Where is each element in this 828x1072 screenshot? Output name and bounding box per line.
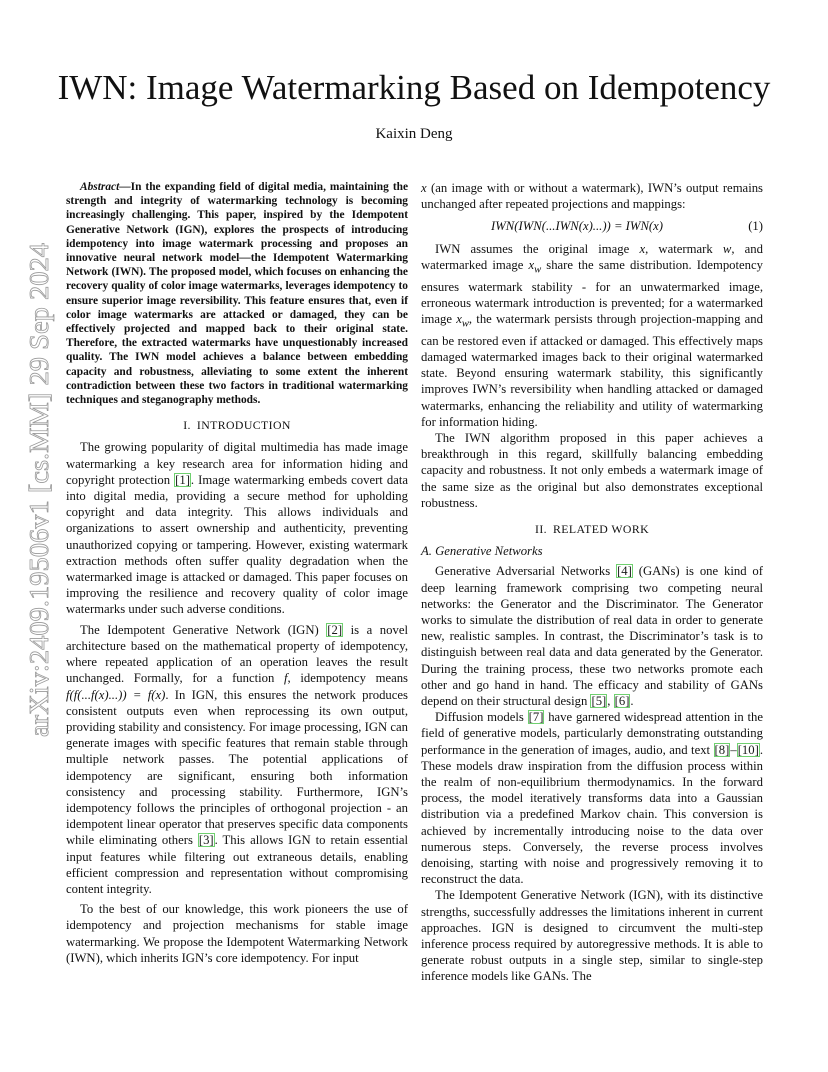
section-heading-related-work bbox=[421, 521, 763, 537]
right-paragraph-1: IWN assumes the original image x, watermark w, and watermarked image $x_w$ share the same distribution. Idempotency ensures watermark stability - for an unwatermarked image, erroneous watermark introduction is prevented; for a watermarked image $x_w$, the watermark persists through projection-mapping and can be restored even if attacked or damaged. This effectively maps damaged watermarked images back to their original watermarked state. Beyond ensuring watermark stability, this significantly improves IWN’s reversibility when handling attacked or damaged watermarks, enhancing the reliability and utility of watermarking for information hiding. bbox=[421, 241, 763, 429]
abstract bbox=[66, 180, 408, 407]
abstract-text: —In the expanding field of digital media, maintaining the strength and integrity of watermarking technology is becoming increasingly challenging. This paper, inspired by the Idempotent Generative Network (IGN), explores the prospects of introducing idempotency into image watermark processing and proposes an innovative neural network model—the Idempotent Watermarking Network (IWN). The proposed model, which focuses on enhancing the recovery quality of color image watermarks, leverages idempotency to ensure superior image reversibility. This feature ensures that, even if color image watermarks are attacked or damaged, they can be effectively projected and mapped back to their original state. Therefore, the extracted watermarks have unquestionably increased quality. The IWN model achieves a balance between embedding capacity and robustness, alleviating to some extent the inherent contradiction between these two factors in traditional watermarking techniques and steganography methods. bbox=[66, 181, 408, 407]
math-symbol: x bbox=[421, 181, 427, 195]
right-paragraph-0: x (an image with or without a watermark), IWN’s output remains unchanged after repeated projections and mappings: bbox=[421, 181, 763, 212]
citation-link[interactable]: [10] bbox=[737, 742, 759, 757]
paper-author: Kaixin Deng bbox=[375, 126, 453, 142]
citation-link[interactable]: [5] bbox=[591, 693, 607, 708]
related-paragraph-2: Diffusion models [7] have garnered widespread attention in the field of generative models, particularly demonstrating outstanding performance in the generation of images, audio, and text [8]–[10]. These models draw inspiration from the diffusion process within the realm of non-equilibrium thermodynamics. In the forward process, the model iteratively transforms data into a Gaussian distribution via a predefined Markov chain. This conversion is achieved by incrementally introducing noise to the data over numerous steps. Conversely, the reverse process involves denoising, starting with noise and progressively removing it to reconstruct the data. bbox=[421, 710, 763, 887]
citation-link[interactable]: [7] bbox=[528, 710, 544, 725]
paper-title: IWN: Image Watermarking Based on Idempotency bbox=[57, 68, 771, 107]
citation-link[interactable]: [1] bbox=[175, 472, 190, 487]
citation-link[interactable]: [3] bbox=[198, 833, 214, 848]
right-column bbox=[421, 180, 763, 985]
citation-link[interactable]: [8] bbox=[714, 742, 730, 757]
arxiv-stamp bbox=[16, 240, 56, 740]
section-number: I. bbox=[183, 418, 191, 433]
citation-link[interactable]: [4] bbox=[617, 564, 632, 579]
left-column bbox=[66, 180, 408, 966]
intro-paragraph-3: To the best of our knowledge, this work pioneers the use of idempotency and projection mechanisms for stable image watermarking. We propose the Idempotent Watermarking Network (IWN), which inherits IGN’s core idempotency. For input bbox=[66, 902, 408, 965]
section-number: II. bbox=[534, 521, 547, 536]
intro-paragraph-1: The growing popularity of digital multimedia has made image watermarking a key research area for information hiding and copyright protection [1]. Image watermarking embeds covert data into digital media, providing a secure method for upholding copyright and data integrity. This allows individuals and organizations to assert ownership and authenticity, preventing unauthorized copying or tampering. However, existing watermark extraction methods often suffer quality degradation when the watermarked image is attacked or damaged. This paper focuses on improving the resilience and recovery quality of color image watermarks under such adverse conditions. bbox=[66, 440, 408, 617]
right-paragraph-2: The IWN algorithm proposed in this paper achieves a breakthrough in this regard, skillfully balancing embedding capacity and robustness. It not only embeds a watermark image of the same size as the original but also demonstrates exceptional robustness. bbox=[421, 430, 763, 510]
citation-link[interactable]: [6] bbox=[614, 693, 630, 708]
intro-paragraph-2: The Idempotent Generative Network (IGN) [2] is a novel architecture based on the mathematical property of idempotency, where repeated application of an operation leaves the result unchanged. Formally, for a function f, idempotency means f(f(...f(x)...)) = f(x). In IGN, this ensures the network produces consistent outputs even when reprocessing its own output, providing stability and consistency. For image processing, IGN can generate images with specific features that remain stable through multiple network passes. The potential applications of idempotency are significant, ensuring both information consistency and processing stability. Furthermore, IGN’s idempotency follows the principles of orthogonal projection - an idempotent linear operator that preserves specific data components while eliminating others [3]. This allows IGN to retain essential input features while filtering out extraneous details, enabling efficient compression and representation without compromising content integrity. bbox=[66, 622, 408, 896]
arxiv-identifier: arXiv:2409.19506v1 [cs.MM] 29 Sep 2024 bbox=[24, 269, 54, 737]
section-title: RELATED WORK bbox=[553, 521, 650, 536]
math-symbol: f bbox=[284, 671, 288, 686]
section-heading-introduction bbox=[66, 417, 408, 433]
equation-1 bbox=[421, 218, 763, 234]
citation-link[interactable]: [2] bbox=[327, 622, 343, 637]
equation-body: IWN(IWN(...IWN(x)...)) = IWN(x) bbox=[490, 219, 664, 234]
subsection-heading-generative-networks: A. Generative Networks bbox=[421, 544, 543, 559]
related-paragraph-1: Generative Adversarial Networks [4] (GANs) is one kind of deep learning framework comprising two competing neural networks: the Generator and the Discriminator. The Generator works to simulate the distribution of real data in order to generate new, realistic samples. In contrast, the Discriminator’s task is to distinguish between real data and data generated by the Generator. During the training process, these two networks promote each other and go hand in hand. The efficacy and stability of GANs depend on their structural design [5], [6]. bbox=[421, 564, 763, 708]
related-paragraph-3: The Idempotent Generative Network (IGN), with its distinctive strengths, successfully addresses the limitations inherent in current approaches. IGN is designed to circumvent the multi-step inference process required by autoregressive methods. It is able to generate robust outputs in a single step, similar to single-step inference models like GANs. The bbox=[421, 888, 763, 984]
math-expression: f(f(...f(x)...)) = f(x) bbox=[66, 687, 166, 702]
section-title: INTRODUCTION bbox=[196, 418, 291, 433]
abstract-lead: Abstract bbox=[80, 181, 120, 193]
equation-number: (1) bbox=[748, 219, 763, 234]
